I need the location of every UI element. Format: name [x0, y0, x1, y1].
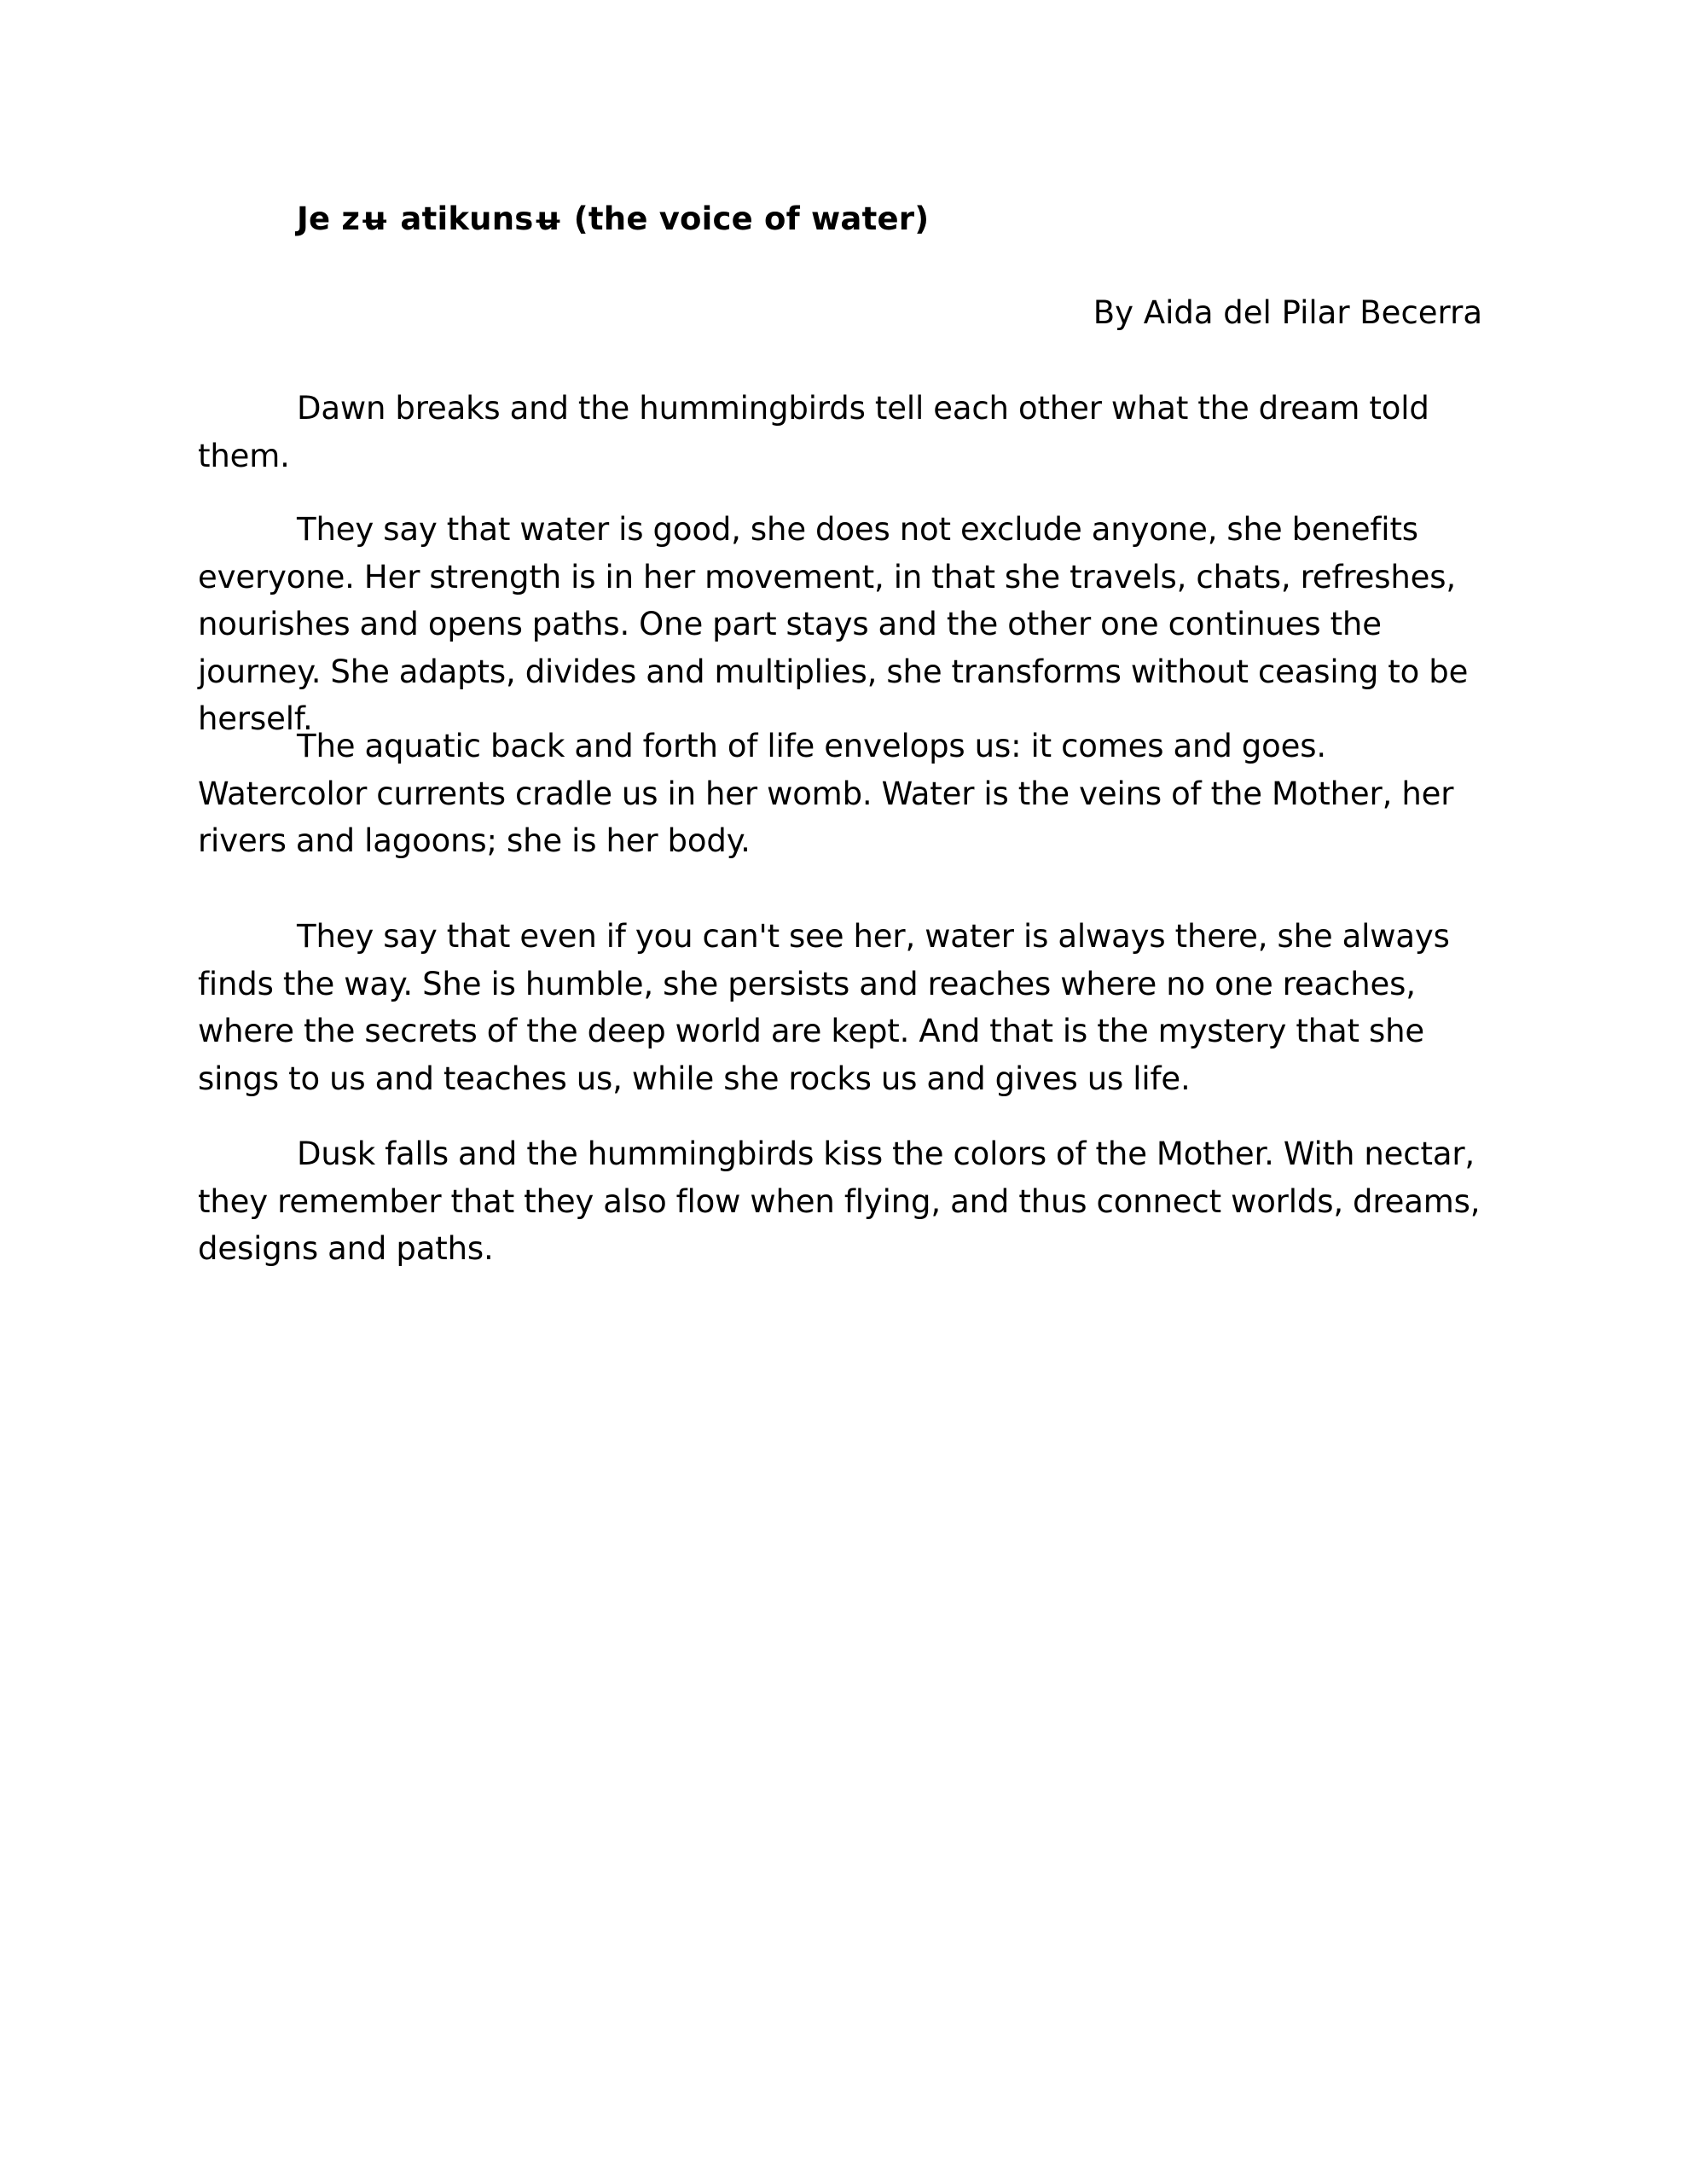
paragraph-aquatic-life: The aquatic back and forth of life envelops us: it comes and goes. Watercolor currents cradle us in her womb. Water is the veins of the Mother, her rivers and lagoons; she is her body.: [198, 728, 1454, 859]
document-title: Je zʉ atikunsʉ (the voice of water): [297, 200, 930, 237]
paragraph-water-is-good: They say that water is good, she does not exclude anyone, she benefits everyone. Her strength is in her movement, in that she travels, chats, refreshes, nourishes and opens paths. One part stays and the other one continues the journey. She adapts, divides and multiplies, she transforms without ceasing to be herself.: [198, 511, 1469, 737]
paragraph-dusk: Dusk falls and the hummingbirds kiss the colors of the Mother. With nectar, they remember that they also flow when flying, and thus connect worlds, dreams, designs and paths.: [198, 1136, 1481, 1267]
author-byline: By Aida del Pilar Becerra: [1093, 294, 1482, 331]
paragraph-dawn: Dawn breaks and the hummingbirds tell each other what the dream told them.: [198, 390, 1429, 474]
paragraph-water-always-there: They say that even if you can't see her, water is always there, she always finds the way. She is humble, she persists and reaches where no one reaches, where the secrets of the deep world are kept. And that is the mystery that she sings to us and teaches us, while she rocks us and gives us life.: [198, 918, 1450, 1097]
